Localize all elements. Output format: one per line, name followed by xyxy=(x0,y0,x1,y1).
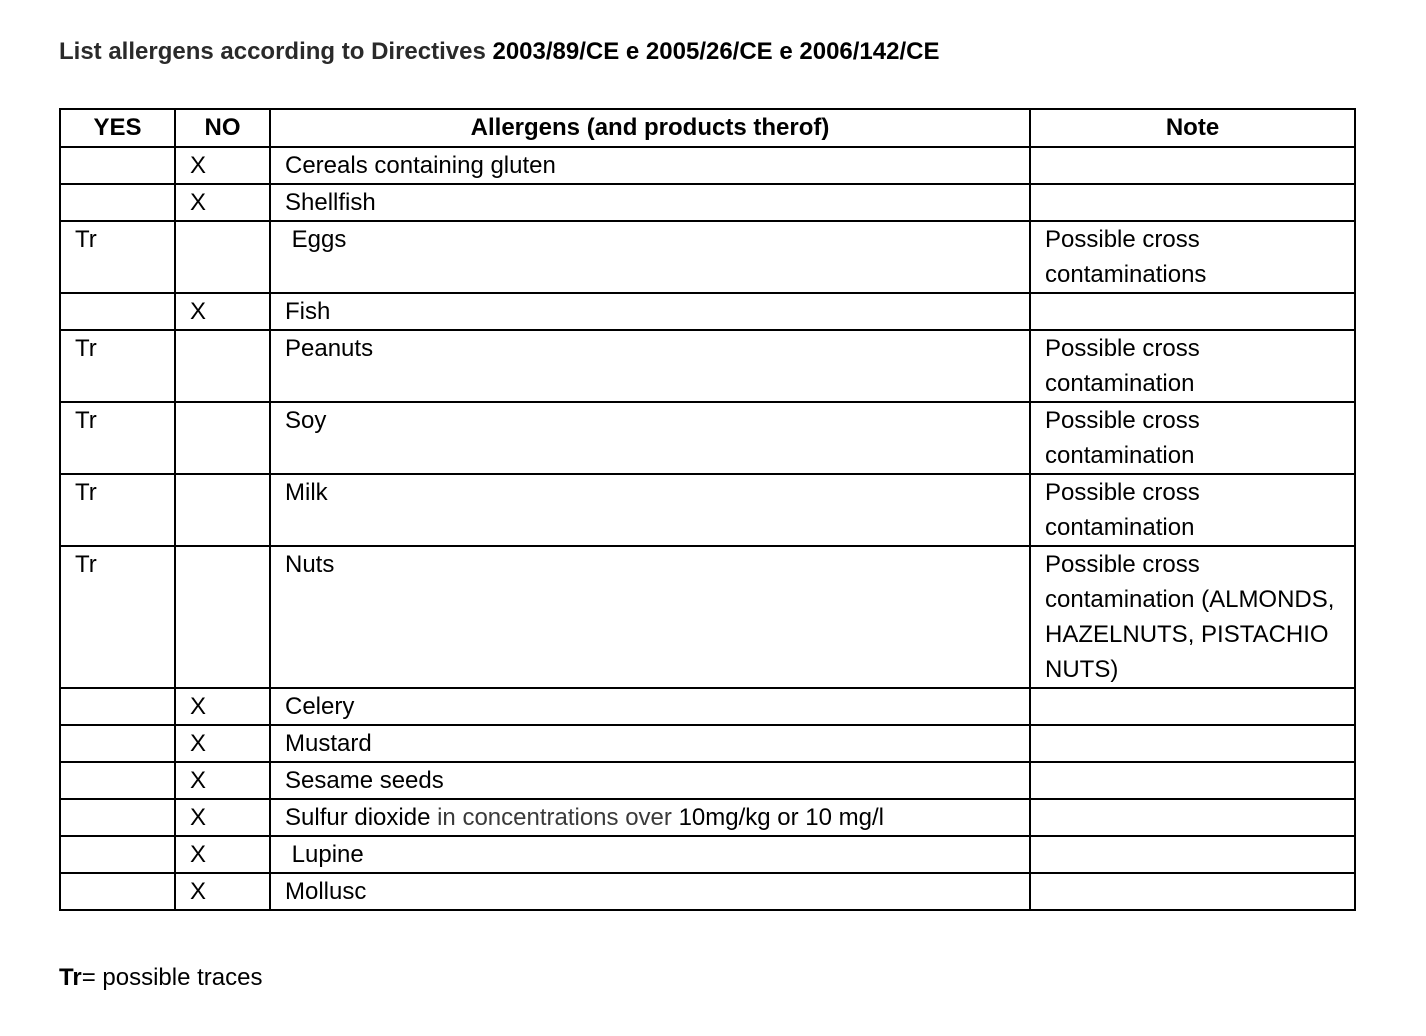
allergen-cell: Peanuts xyxy=(270,330,1030,402)
table-row xyxy=(60,402,1355,474)
no-cell: X xyxy=(175,836,270,873)
table-header-row xyxy=(60,109,1355,147)
allergen-table xyxy=(59,108,1356,911)
note-cell: Possible cross contaminations xyxy=(1030,221,1355,293)
document-title xyxy=(59,38,939,66)
footnote xyxy=(59,964,262,992)
yes-cell xyxy=(60,873,175,910)
allergen-cell: Shellfish xyxy=(270,184,1030,221)
note-cell xyxy=(1030,293,1355,330)
no-cell xyxy=(175,474,270,546)
note-cell xyxy=(1030,725,1355,762)
allergen-cell: Fish xyxy=(270,293,1030,330)
allergen-cell: Nuts xyxy=(270,546,1030,688)
allergen-cell: Eggs xyxy=(270,221,1030,293)
no-cell: X xyxy=(175,762,270,799)
table-row xyxy=(60,688,1355,725)
allergen-cell: Mollusc xyxy=(270,873,1030,910)
header-allergen: Allergens (and products therof) xyxy=(270,109,1030,147)
footnote-abbr: Tr xyxy=(59,964,82,991)
yes-cell xyxy=(60,184,175,221)
allergen-threshold: 10mg/kg or 10 mg/l xyxy=(678,804,884,831)
yes-cell xyxy=(60,688,175,725)
no-cell xyxy=(175,330,270,402)
allergen-cell: Lupine xyxy=(270,836,1030,873)
table-row xyxy=(60,799,1355,836)
allergen-cell: Soy xyxy=(270,402,1030,474)
table-row xyxy=(60,221,1355,293)
no-cell: X xyxy=(175,725,270,762)
note-cell xyxy=(1030,762,1355,799)
table-row xyxy=(60,330,1355,402)
note-cell xyxy=(1030,873,1355,910)
no-cell: X xyxy=(175,799,270,836)
no-cell: X xyxy=(175,147,270,184)
yes-cell xyxy=(60,725,175,762)
note-cell: Possible cross contamination xyxy=(1030,474,1355,546)
no-cell: X xyxy=(175,184,270,221)
table-row xyxy=(60,147,1355,184)
title-directives: 2003/89/CE e 2005/26/CE e 2006/142/CE xyxy=(492,38,940,65)
table-row xyxy=(60,725,1355,762)
header-no: NO xyxy=(175,109,270,147)
table-row xyxy=(60,474,1355,546)
note-cell: Possible cross contamination (ALMONDS, HAZELNUTS, PISTACHIO NUTS) xyxy=(1030,546,1355,688)
note-cell: Possible cross contamination xyxy=(1030,330,1355,402)
note-cell xyxy=(1030,836,1355,873)
allergen-qualifier: in concentrations over xyxy=(430,804,679,831)
yes-cell xyxy=(60,836,175,873)
no-cell xyxy=(175,546,270,688)
yes-cell: Tr xyxy=(60,546,175,688)
allergen-cell: Mustard xyxy=(270,725,1030,762)
note-cell: Possible cross contamination xyxy=(1030,402,1355,474)
note-cell xyxy=(1030,688,1355,725)
table-row xyxy=(60,873,1355,910)
no-cell xyxy=(175,402,270,474)
note-cell xyxy=(1030,799,1355,836)
allergen-cell: Milk xyxy=(270,474,1030,546)
note-cell xyxy=(1030,184,1355,221)
yes-cell xyxy=(60,799,175,836)
table-row xyxy=(60,293,1355,330)
footnote-text: = possible traces xyxy=(81,964,263,991)
note-cell xyxy=(1030,147,1355,184)
table-row xyxy=(60,836,1355,873)
yes-cell: Tr xyxy=(60,474,175,546)
yes-cell: Tr xyxy=(60,402,175,474)
no-cell: X xyxy=(175,688,270,725)
header-note: Note xyxy=(1030,109,1355,147)
no-cell: X xyxy=(175,873,270,910)
no-cell xyxy=(175,221,270,293)
table-row xyxy=(60,546,1355,688)
title-prefix: List allergens according to Directives xyxy=(59,38,493,65)
allergen-cell: Celery xyxy=(270,688,1030,725)
allergen-cell: Cereals containing gluten xyxy=(270,147,1030,184)
yes-cell xyxy=(60,293,175,330)
no-cell: X xyxy=(175,293,270,330)
yes-cell xyxy=(60,147,175,184)
yes-cell: Tr xyxy=(60,330,175,402)
table-row xyxy=(60,184,1355,221)
allergen-cell: Sesame seeds xyxy=(270,762,1030,799)
table-row xyxy=(60,762,1355,799)
yes-cell xyxy=(60,762,175,799)
header-yes: YES xyxy=(60,109,175,147)
yes-cell: Tr xyxy=(60,221,175,293)
allergen-name: Sulfur dioxide xyxy=(285,804,431,831)
allergen-cell xyxy=(270,799,1030,836)
